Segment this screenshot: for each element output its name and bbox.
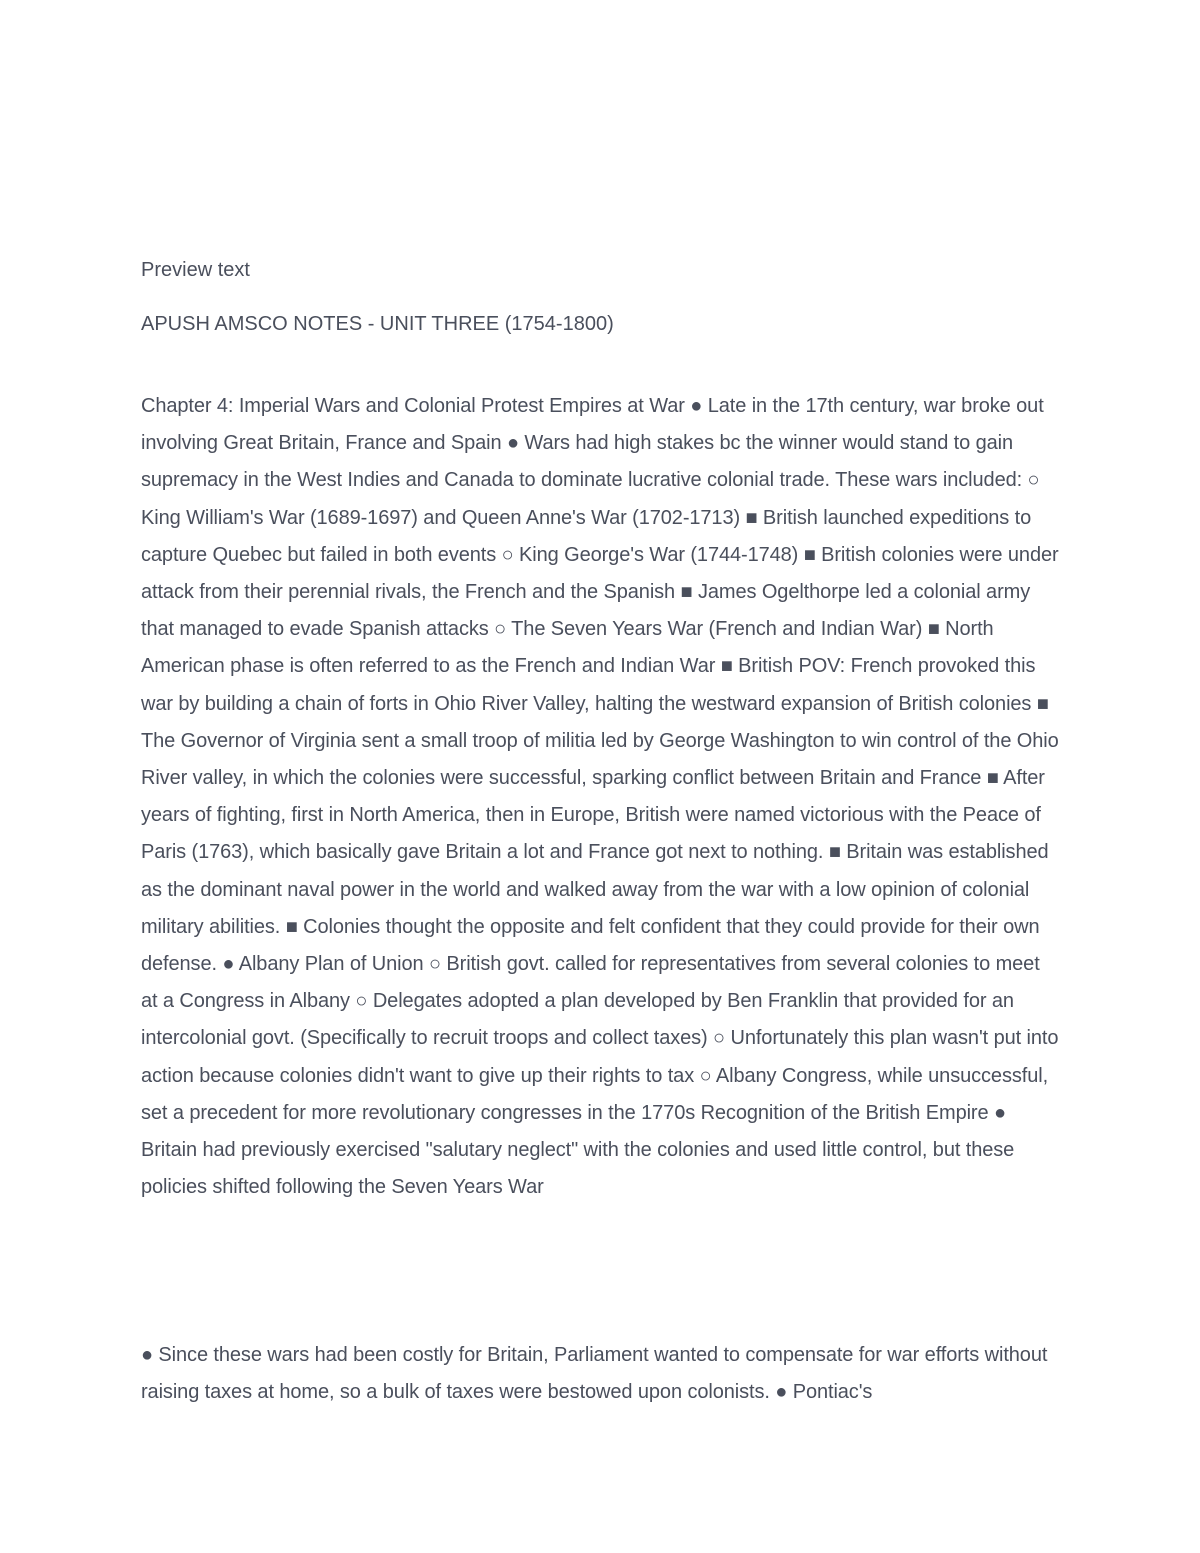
document-title: APUSH AMSCO NOTES - UNIT THREE (1754-1800) [141,313,614,335]
preview-text-label: Preview text [141,259,250,281]
body-paragraph: Chapter 4: Imperial Wars and Colonial Protest Empires at War ● Late in the 17th century, war broke out involving Great Britain, France and Spain ● Wars had high stakes bc the winner would stand to gain supremacy in the West Indies and Canada to dominate lucrative colonial trade. These wars included: ○ King William's War (1689-1697) and Queen Anne's War (1702-1713) ■ British launched expeditions to capture Quebec but failed in both events ○ King George's War (1744-1748) ■ British colonies were under attack from their perennial rivals, the French and the Spanish ■ James Ogelthorpe led a colonial army that managed to evade Spanish attacks ○ The Seven Years War (French and Indian War) ■ North American phase is often referred to as the French and Indian War ■ British POV: French provoked this war by building a chain of forts in Ohio River Valley, halting the westward expansion of British colonies ■ The Governor of Virginia sent a small troop of militia led by George Washington to win control of the Ohio River valley, in which the colonies were successful, sparking conflict between Britain and France ■ After years of fighting, first in North America, then in Europe, British were named victorious with the Peace of Paris (1763), which basically gave Britain a lot and France got next to nothing. ■ Britain was established as the dominant naval power in the world and walked away from the war with a low opinion of colonial military abilities. ■ Colonies thought the opposite and felt confident that they could provide for their own defense. ● Albany Plan of Union ○ British govt. called for representatives from several colonies to meet at a Congress in Albany ○ Delegates adopted a plan developed by Ben Franklin that provided for an intercolonial govt. (Specifically to recruit troops and collect taxes) ○ Unfortunately this plan wasn't put into action because colonies didn't want to give up their rights to tax ○ Albany Congress, while unsuccessful, set a precedent for more revolutionary congresses in the 1770s Recognition of the British Empire ● Britain had previously exercised "salutary neglect" with the colonies and used little control, but these policies shifted following the Seven Years War [141,395,1059,1199]
body-paragraph: ● Since these wars had been costly for Britain, Parliament wanted to compensate for war efforts without raising taxes at home, so a bulk of taxes were bestowed upon colonists. ● Pontiac's [141,1344,1048,1404]
